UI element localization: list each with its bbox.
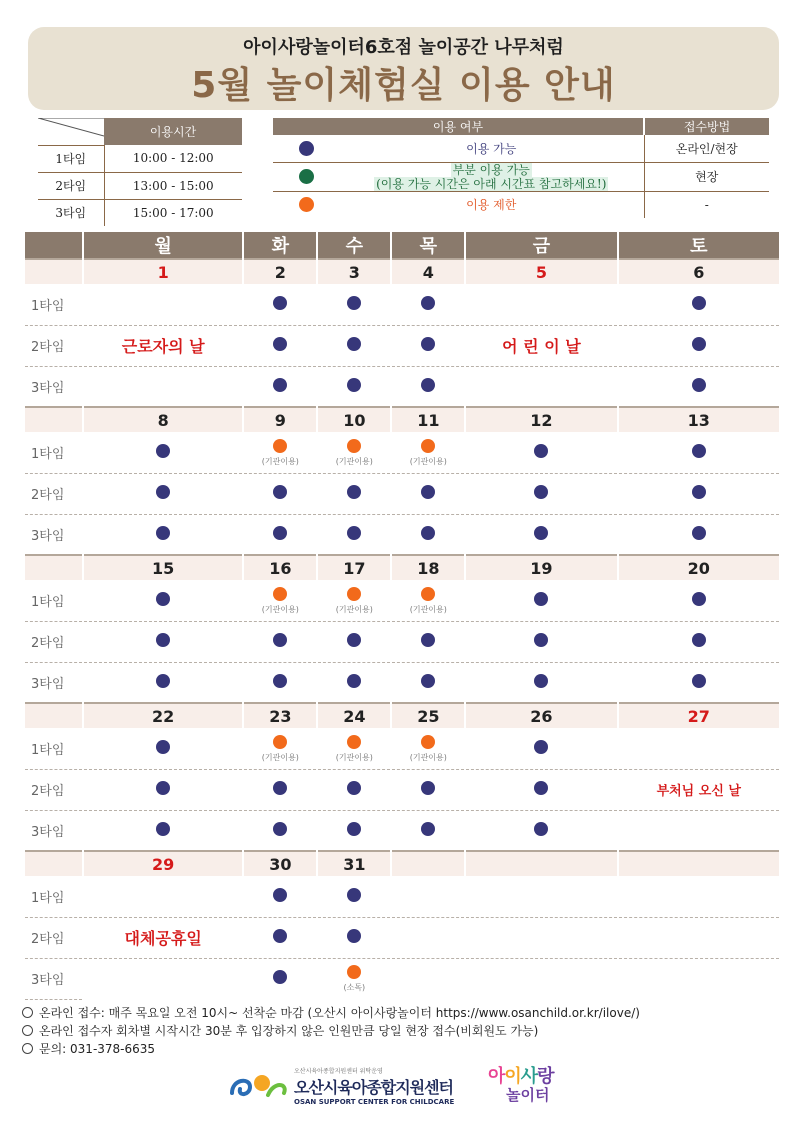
org-use-label: (기관이용): [335, 604, 373, 614]
available-dot-icon: [421, 337, 435, 351]
available-dot-icon: [273, 296, 287, 310]
available-dot-icon: [692, 526, 706, 540]
available-dot-icon: [347, 485, 361, 499]
date-cell: 6: [618, 259, 779, 284]
slot-cell: [83, 621, 243, 662]
legend-method: 현장: [644, 162, 769, 191]
holiday-label: 근로자의 날: [121, 337, 205, 356]
calendar-corner: [25, 232, 83, 259]
slot-row: [25, 728, 779, 769]
time-value: 15:00 - 17:00: [132, 205, 214, 220]
slot-cell: [317, 473, 391, 514]
available-dot-icon: [421, 822, 435, 836]
slot-row: [25, 876, 779, 917]
available-dot-icon: [156, 822, 170, 836]
time-value: 13:00 - 15:00: [104, 172, 242, 199]
brand-bottom: 놀이터: [506, 1086, 550, 1104]
day-header: 월: [83, 232, 243, 259]
restricted-dot-icon: [299, 197, 314, 212]
org-use-label: (기관이용): [261, 752, 299, 762]
available-dot-icon: [534, 781, 548, 795]
slot-cell: [243, 662, 317, 703]
legend-partial-cell: [339, 162, 644, 191]
slot-cell: [391, 284, 465, 325]
available-dot-icon: [347, 526, 361, 540]
date-cell: 18: [391, 555, 465, 580]
diagonal-corner: [38, 118, 104, 145]
date-cell: 10: [317, 407, 391, 432]
slot-label: 3타임: [25, 958, 83, 999]
available-dot-icon: [421, 378, 435, 392]
day-header: 목: [391, 232, 465, 259]
osan-swirl-icon: [228, 1069, 290, 1103]
date-cell: 20: [618, 555, 779, 580]
available-dot-icon: [534, 526, 548, 540]
restricted-dot-icon: [273, 439, 287, 453]
slot-cell: [618, 728, 779, 769]
date-cell: 25: [391, 703, 465, 728]
slot-cell: [317, 662, 391, 703]
org-small-text: 오산시육아종합지원센터 위탁운영: [294, 1068, 383, 1075]
available-dot-icon: [273, 970, 287, 984]
available-dot-icon: [347, 781, 361, 795]
slot-cell: [243, 366, 317, 407]
slot-cell: [317, 514, 391, 555]
slot-cell: [317, 432, 391, 473]
available-dot-icon: [273, 674, 287, 688]
restricted-dot-icon: [273, 735, 287, 749]
available-dot-icon: [534, 740, 548, 754]
restricted-dot-icon: [347, 439, 361, 453]
slot-cell: [618, 366, 779, 407]
available-dot-icon: [156, 674, 170, 688]
available-dot-icon: [534, 444, 548, 458]
date-cell: 23: [243, 703, 317, 728]
available-dot-icon: [347, 633, 361, 647]
date-cell: 24: [317, 703, 391, 728]
slot-row: [25, 514, 779, 555]
slot-cell: [317, 728, 391, 769]
slot-cell: [243, 810, 317, 851]
slot-cell: [83, 958, 243, 999]
available-dot-icon: [421, 296, 435, 310]
org-use-label: (기관이용): [335, 752, 373, 762]
slot-cell: [83, 728, 243, 769]
available-dot-icon: [156, 781, 170, 795]
slot-row: [25, 432, 779, 473]
legend-table: [273, 118, 769, 218]
available-dot-icon: [273, 485, 287, 499]
date-row-corner: [25, 555, 83, 580]
slot-cell: [465, 580, 617, 621]
slot-cell: [391, 917, 465, 958]
osan-center-logo: [228, 1066, 454, 1106]
restricted-dot-icon: [421, 587, 435, 601]
available-dot-icon: [347, 822, 361, 836]
available-dot-icon: [692, 485, 706, 499]
slot-cell: [391, 432, 465, 473]
available-dot-icon: [421, 485, 435, 499]
slot-row: [25, 325, 779, 366]
slot-row: [25, 662, 779, 703]
slot-row: [25, 769, 779, 810]
slot-cell: [465, 325, 617, 366]
slot-cell: [465, 514, 617, 555]
available-dot-icon: [156, 526, 170, 540]
slot-cell: [243, 769, 317, 810]
slot-cell: [618, 325, 779, 366]
available-dot-icon: [692, 337, 706, 351]
time-table: [38, 118, 242, 226]
date-row: [25, 851, 779, 876]
available-dot-icon: [421, 781, 435, 795]
date-row: [25, 555, 779, 580]
available-dot-icon: [273, 822, 287, 836]
available-dot-icon: [692, 378, 706, 392]
slot-cell: [83, 876, 243, 917]
available-dot-icon: [534, 485, 548, 499]
slot-cell: [391, 958, 465, 999]
day-header: 화: [243, 232, 317, 259]
available-dot-icon: [347, 929, 361, 943]
legend-method: -: [704, 197, 709, 212]
time-label: 2타임: [38, 172, 104, 199]
slot-label: 2타임: [25, 769, 83, 810]
date-cell: 1: [83, 259, 243, 284]
slot-cell: [83, 580, 243, 621]
org-use-label: (기관이용): [335, 456, 373, 466]
slot-cell: [391, 769, 465, 810]
available-dot-icon: [156, 485, 170, 499]
slot-cell: [465, 284, 617, 325]
legend-available-text: 이용 가능: [339, 135, 644, 162]
slot-cell: [317, 917, 391, 958]
note-text: 온라인 접수: 매주 목요일 오전 10시~ 선착순 마감 (오산시 아이사랑놀이터 https://www.osanchild.or.kr/ilove/): [39, 1006, 640, 1020]
slot-cell: [618, 662, 779, 703]
slot-cell: [618, 958, 779, 999]
slot-label: 1타임: [25, 728, 83, 769]
slot-label: 3타임: [25, 514, 83, 555]
date-cell: [391, 851, 465, 876]
org-use-label: (기관이용): [409, 604, 447, 614]
partial-dot-icon: [299, 169, 314, 184]
slot-label: 3타임: [25, 366, 83, 407]
date-cell: 27: [618, 703, 779, 728]
notes-list: [22, 1004, 640, 1058]
legend-restricted-text: 이용 제한: [339, 191, 644, 218]
date-row-corner: [25, 259, 83, 284]
available-dot-icon: [692, 674, 706, 688]
time-label: 3타임: [38, 199, 104, 226]
date-row: [25, 407, 779, 432]
slot-cell: [391, 728, 465, 769]
slot-cell: [465, 432, 617, 473]
available-dot-icon: [347, 296, 361, 310]
slot-cell: [391, 325, 465, 366]
slot-cell: [317, 284, 391, 325]
slot-row: [25, 810, 779, 851]
slot-cell: [243, 325, 317, 366]
slot-row: [25, 958, 779, 999]
org-use-label: (기관이용): [409, 456, 447, 466]
date-cell: 4: [391, 259, 465, 284]
date-cell: 26: [465, 703, 617, 728]
slot-row: [25, 366, 779, 407]
date-cell: 12: [465, 407, 617, 432]
slot-cell: [465, 876, 617, 917]
slot-cell: [391, 876, 465, 917]
slot-cell: [317, 621, 391, 662]
slot-cell: [83, 284, 243, 325]
slot-cell: [317, 325, 391, 366]
available-dot-icon: [273, 781, 287, 795]
slot-cell: [618, 284, 779, 325]
calendar-header-row: [25, 232, 779, 259]
date-cell: 30: [243, 851, 317, 876]
slot-label: 3타임: [25, 810, 83, 851]
slot-cell: [83, 366, 243, 407]
slot-label: 1타임: [25, 580, 83, 621]
slot-label: 1타임: [25, 284, 83, 325]
available-dot-icon: [347, 674, 361, 688]
circle-bullet-icon: [22, 1043, 33, 1054]
note-item: [22, 1004, 640, 1022]
date-cell: 17: [317, 555, 391, 580]
slot-cell: [317, 366, 391, 407]
available-dot-icon: [421, 526, 435, 540]
slot-cell: [83, 473, 243, 514]
restricted-dot-icon: [347, 587, 361, 601]
slot-cell: [83, 810, 243, 851]
available-dot-icon: [273, 633, 287, 647]
holiday-label: 부처님 오신 날: [656, 784, 741, 799]
slot-cell: [391, 810, 465, 851]
legend-method: 온라인/현장: [644, 135, 769, 162]
slot-cell: [618, 810, 779, 851]
disinfect-label: (소독): [343, 983, 366, 993]
date-row-corner: [25, 703, 83, 728]
slot-cell: [391, 473, 465, 514]
available-dot-icon: [347, 378, 361, 392]
available-dot-icon: [534, 822, 548, 836]
date-cell: 5: [465, 259, 617, 284]
slot-cell: [618, 917, 779, 958]
available-dot-icon: [273, 337, 287, 351]
slot-cell: [243, 728, 317, 769]
note-text: 문의: 031-378-6635: [39, 1042, 156, 1056]
slot-cell: [243, 917, 317, 958]
slot-cell: [243, 958, 317, 999]
page-title: 5월 놀이체험실 이용 안내: [191, 65, 616, 106]
available-dot-icon: [299, 141, 314, 156]
org-use-label: (기관이용): [261, 456, 299, 466]
restricted-dot-icon: [347, 735, 361, 749]
available-dot-icon: [421, 633, 435, 647]
slot-cell: [391, 580, 465, 621]
day-header: 금: [465, 232, 617, 259]
date-row-corner: [25, 851, 83, 876]
page-subtitle: 아이사랑놀이터6호점 놀이공간 나무처럼: [243, 37, 564, 58]
restricted-dot-icon: [421, 735, 435, 749]
diagonal-line: [38, 118, 104, 145]
slot-cell: [465, 728, 617, 769]
note-text: 온라인 접수자 회차별 시작시간 30분 후 입장하지 않은 인원만큼 당일 현장 접수(비회원도 가능): [39, 1024, 539, 1038]
date-cell: 16: [243, 555, 317, 580]
date-cell: [465, 851, 617, 876]
available-dot-icon: [347, 888, 361, 902]
time-value: 10:00 - 12:00: [104, 145, 242, 172]
slot-cell: [465, 810, 617, 851]
slot-cell: [243, 876, 317, 917]
date-cell: 11: [391, 407, 465, 432]
date-cell: [618, 851, 779, 876]
available-dot-icon: [156, 740, 170, 754]
slot-cell: [317, 876, 391, 917]
slot-cell: [243, 284, 317, 325]
available-dot-icon: [692, 296, 706, 310]
slot-cell: [243, 473, 317, 514]
date-cell: 8: [83, 407, 243, 432]
holiday-label: 대체공휴일: [124, 929, 202, 948]
slot-label: 2타임: [25, 325, 83, 366]
date-cell: 22: [83, 703, 243, 728]
available-dot-icon: [692, 444, 706, 458]
slot-cell: [618, 473, 779, 514]
legend-header-usage: 이용 여부: [273, 118, 644, 135]
available-dot-icon: [692, 592, 706, 606]
slot-label: 1타임: [25, 432, 83, 473]
restricted-dot-icon: [273, 587, 287, 601]
slot-cell: [465, 621, 617, 662]
legend-partial-text: 부분 이용 가능: [452, 162, 530, 177]
date-cell: 15: [83, 555, 243, 580]
available-dot-icon: [273, 929, 287, 943]
date-cell: 29: [83, 851, 243, 876]
slot-cell: [391, 621, 465, 662]
slot-cell: [83, 662, 243, 703]
note-item: [22, 1040, 640, 1058]
available-dot-icon: [534, 674, 548, 688]
slot-cell: [317, 769, 391, 810]
ilove-playground-logo: [488, 1062, 584, 1102]
slot-cell: [465, 917, 617, 958]
slot-row: [25, 621, 779, 662]
slot-row: [25, 284, 779, 325]
available-dot-icon: [273, 888, 287, 902]
slot-cell: [465, 662, 617, 703]
circle-bullet-icon: [22, 1007, 33, 1018]
slot-row: [25, 917, 779, 958]
slot-cell: [243, 621, 317, 662]
slot-cell: [465, 769, 617, 810]
available-dot-icon: [156, 633, 170, 647]
slot-cell: [618, 580, 779, 621]
slot-label: 3타임: [25, 662, 83, 703]
slot-row: [25, 473, 779, 514]
slot-cell: [618, 621, 779, 662]
slot-cell: [317, 810, 391, 851]
slot-cell: [618, 514, 779, 555]
slot-cell: [465, 958, 617, 999]
slot-cell: [391, 366, 465, 407]
date-row: [25, 259, 779, 284]
org-english-name: OSAN SUPPORT CENTER FOR CHILDCARE: [294, 1098, 455, 1106]
legend-header-method: 접수방법: [644, 118, 769, 135]
slot-cell: [243, 580, 317, 621]
slot-cell: [618, 876, 779, 917]
date-row-corner: [25, 407, 83, 432]
slot-cell: [465, 473, 617, 514]
legend-partial-note: (이용 가능 시간은 아래 시간표 참고하세요!): [376, 176, 607, 191]
slot-cell: [83, 514, 243, 555]
holiday-label: 어 린 이 날: [502, 337, 581, 356]
org-use-label: (기관이용): [409, 752, 447, 762]
date-row: [25, 703, 779, 728]
slot-label: 2타임: [25, 621, 83, 662]
available-dot-icon: [156, 592, 170, 606]
available-dot-icon: [273, 526, 287, 540]
date-cell: 2: [243, 259, 317, 284]
date-cell: 9: [243, 407, 317, 432]
brand-top: 아이사랑: [488, 1066, 554, 1087]
slot-cell: [317, 580, 391, 621]
note-item: [22, 1022, 640, 1040]
calendar-table: [25, 232, 779, 1000]
slot-cell: [83, 325, 243, 366]
slot-cell: [465, 366, 617, 407]
slot-row: [25, 580, 779, 621]
available-dot-icon: [534, 592, 548, 606]
slot-cell: [83, 769, 243, 810]
date-cell: 13: [618, 407, 779, 432]
slot-cell: [83, 917, 243, 958]
available-dot-icon: [156, 444, 170, 458]
slot-cell: [391, 514, 465, 555]
slot-cell: [83, 432, 243, 473]
day-header: 수: [317, 232, 391, 259]
slot-cell: [618, 769, 779, 810]
restricted-dot-icon: [421, 439, 435, 453]
available-dot-icon: [347, 337, 361, 351]
slot-label: 2타임: [25, 917, 83, 958]
restricted-dot-icon: [347, 965, 361, 979]
slot-cell: [317, 958, 391, 999]
date-cell: 31: [317, 851, 391, 876]
slot-cell: [243, 514, 317, 555]
day-header: 토: [618, 232, 779, 259]
date-cell: 19: [465, 555, 617, 580]
slot-cell: [391, 662, 465, 703]
slot-cell: [243, 432, 317, 473]
title-banner: [28, 27, 779, 110]
date-cell: 3: [317, 259, 391, 284]
slot-cell: [618, 432, 779, 473]
slot-label: 1타임: [25, 876, 83, 917]
available-dot-icon: [534, 633, 548, 647]
available-dot-icon: [692, 633, 706, 647]
org-use-label: (기관이용): [261, 604, 299, 614]
available-dot-icon: [421, 674, 435, 688]
slot-label: 2타임: [25, 473, 83, 514]
circle-bullet-icon: [22, 1025, 33, 1036]
time-header: 이용시간: [104, 118, 242, 145]
available-dot-icon: [273, 378, 287, 392]
org-name: 오산시육아종합지원센터: [294, 1078, 454, 1097]
time-label: 1타임: [38, 145, 104, 172]
